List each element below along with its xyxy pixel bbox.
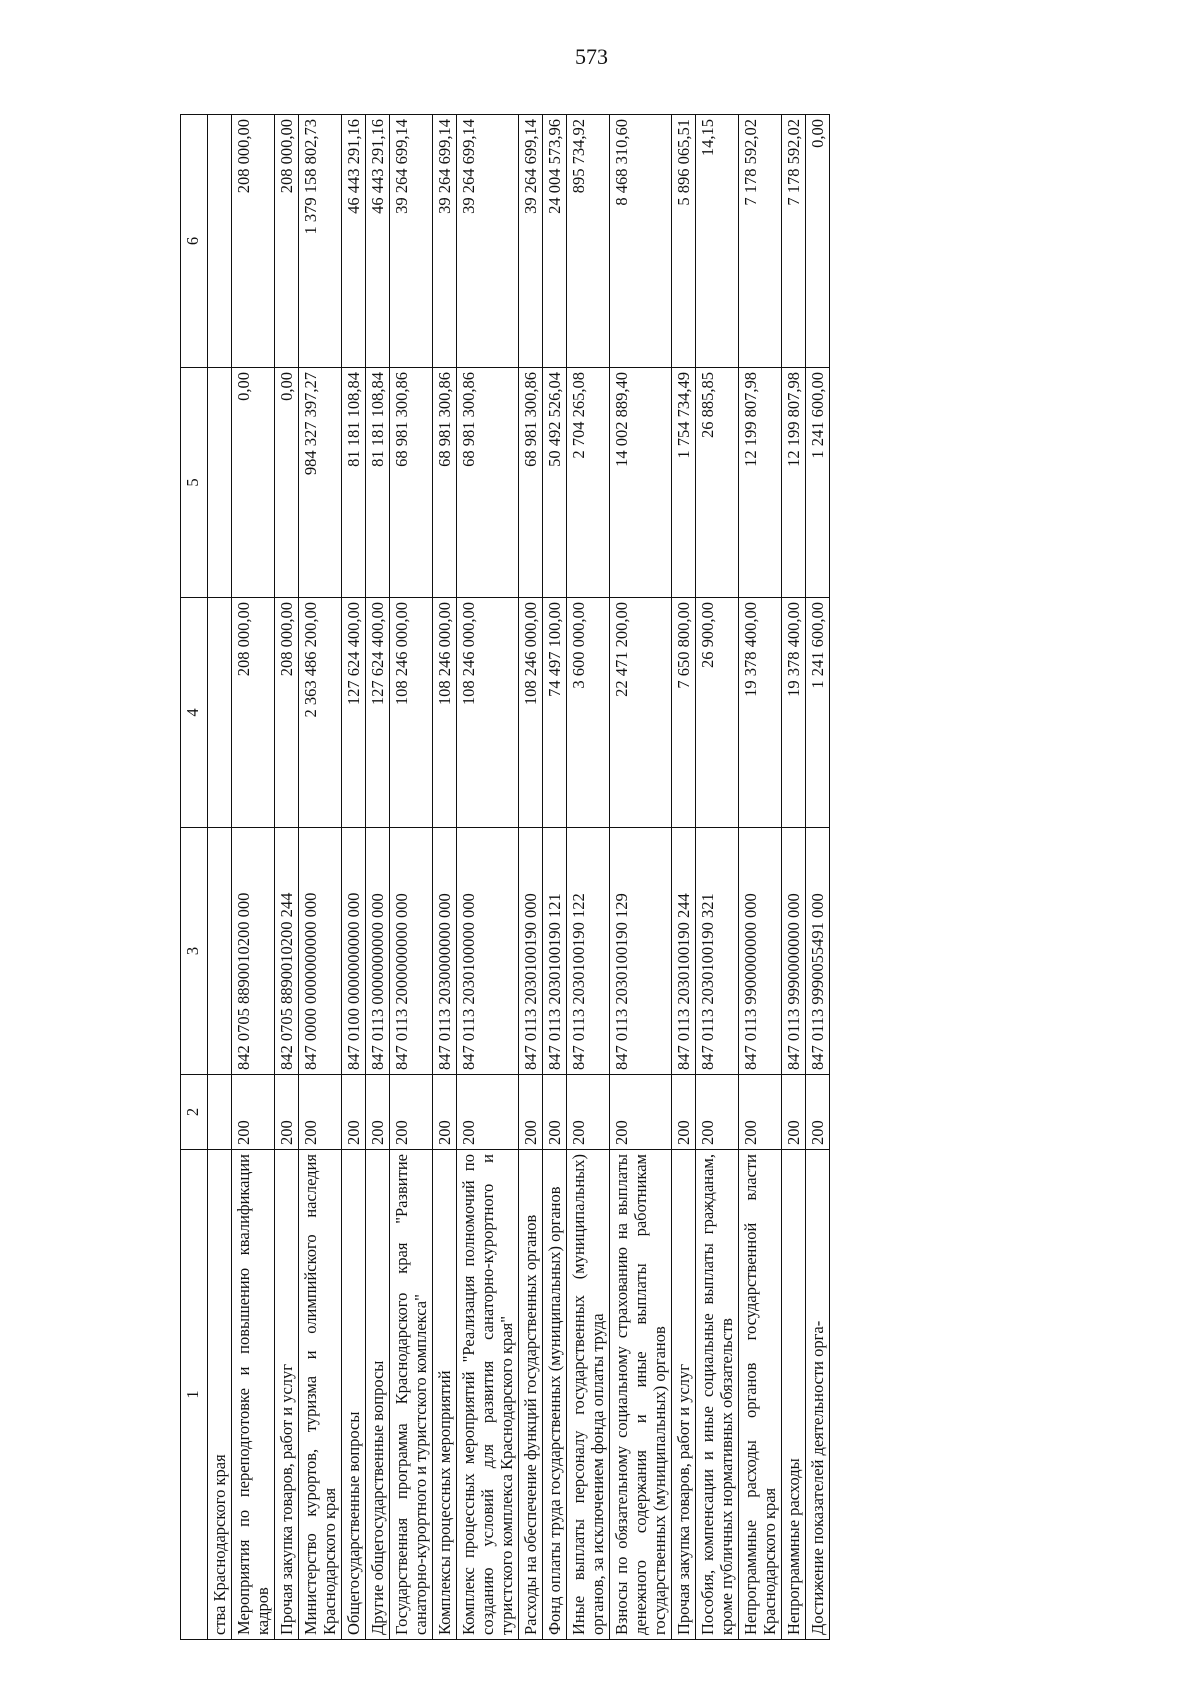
cell-name: Достижение показателей деятельности орга- [806, 1150, 830, 1640]
cell-v6: 8 468 310,60 [610, 115, 672, 368]
cell-kbk: 847 0113 2030100190 122 [567, 828, 610, 1075]
cell-v4: 127 624 400,00 [342, 598, 366, 828]
cell-v6: 39 264 699,14 [457, 115, 519, 368]
cell-v4: 127 624 400,00 [366, 598, 390, 828]
cell-code: 200 [696, 1075, 739, 1150]
cell-name: Прочая закупка товаров, работ и услуг [275, 1150, 299, 1640]
table-row [672, 115, 696, 1640]
cell-name: Иные выплаты персоналу государственных (муниципальных) органов, за исключением фонда оплаты труда [567, 1150, 610, 1640]
table-row [275, 115, 299, 1640]
table-row [366, 115, 390, 1640]
cell-v6: 5 896 065,51 [672, 115, 696, 368]
cell-name: Пособия, компенсации и иные социальные выплаты гражданам, кроме публичных нормативных обязательств [696, 1150, 739, 1640]
cell-v4: 19 378 400,00 [739, 598, 782, 828]
cell-kbk: 847 0113 2030100190 129 [610, 828, 672, 1075]
cell-v5: 81 181 108,84 [366, 368, 390, 598]
cell-name: Комплексы процессных мероприятий [433, 1150, 457, 1640]
cell-code: 200 [342, 1075, 366, 1150]
cell-name: Фонд оплаты труда государственных (муниципальных) органов [543, 1150, 567, 1640]
cell-name: Непрограммные расходы [782, 1150, 806, 1640]
cell-v5: 50 492 526,04 [543, 368, 567, 598]
cell-v6: 208 000,00 [275, 115, 299, 368]
cell-kbk: 847 0113 0000000000 000 [366, 828, 390, 1075]
cell-kbk: 847 0113 2030100190 121 [543, 828, 567, 1075]
cell-v5: 12 199 807,98 [782, 368, 806, 598]
cell-v6: 24 004 573,96 [543, 115, 567, 368]
cell-code: 200 [433, 1075, 457, 1150]
cell-v5: 14 002 889,40 [610, 368, 672, 598]
table-row [519, 115, 543, 1640]
cell-v4: 7 650 800,00 [672, 598, 696, 828]
cell-name: Взносы по обязательному социальному страхованию на выплаты денежного содержания и иные выплаты работникам государственных (муниципальных) органов [610, 1150, 672, 1640]
cell-v4: 74 497 100,00 [543, 598, 567, 828]
cell-kbk: 847 0113 9900000000 000 [739, 828, 782, 1075]
cell-v6: 208 000,00 [232, 115, 275, 368]
cell-name: Другие общегосударственные вопросы [366, 1150, 390, 1640]
cell-kbk: 842 0705 8890010200 244 [275, 828, 299, 1075]
header-cell: 6 [181, 115, 208, 368]
cell-kbk: 842 0705 8890010200 000 [232, 828, 275, 1075]
cell-code: 200 [543, 1075, 567, 1150]
cell-code: 200 [610, 1075, 672, 1150]
header-cell: 5 [181, 368, 208, 598]
cell-v6: 7 178 592,02 [739, 115, 782, 368]
cell-name: Непрограммные расходы органов государственной власти Краснодарского края [739, 1150, 782, 1640]
table-row [739, 115, 782, 1640]
cell-code: 200 [232, 1075, 275, 1150]
cell-code [208, 1075, 232, 1150]
cell-v6 [208, 115, 232, 368]
page-number: 573 [575, 44, 608, 69]
table-row [433, 115, 457, 1640]
table-row [567, 115, 610, 1640]
table-row [696, 115, 739, 1640]
cell-v4: 19 378 400,00 [782, 598, 806, 828]
cell-v6: 39 264 699,14 [390, 115, 433, 368]
cell-kbk: 847 0113 2030100190 000 [519, 828, 543, 1075]
cell-name: Расходы на обеспечение функций государственных органов [519, 1150, 543, 1640]
table-row [232, 115, 275, 1640]
table-row [543, 115, 567, 1640]
header-cell: 1 [181, 1150, 208, 1640]
cell-v4: 3 600 000,00 [567, 598, 610, 828]
cell-v5 [208, 368, 232, 598]
cell-v5: 68 981 300,86 [390, 368, 433, 598]
cell-code: 200 [275, 1075, 299, 1150]
cell-kbk: 847 0113 9990000000 000 [782, 828, 806, 1075]
cell-name: ства Краснодарского края [208, 1150, 232, 1640]
cell-v5: 1 241 600,00 [806, 368, 830, 598]
cell-name: Общегосударственные вопросы [342, 1150, 366, 1640]
cell-kbk: 847 0113 2030100000 000 [457, 828, 519, 1075]
cell-v4: 108 246 000,00 [390, 598, 433, 828]
table-row [342, 115, 366, 1640]
cell-name: Комплекс процессных мероприятий "Реализация полномочий по созданию условий для развития санаторно-курортного и туристского комплекса Краснодарского края" [457, 1150, 519, 1640]
cell-kbk: 847 0113 2030100190 244 [672, 828, 696, 1075]
cell-v4: 22 471 200,00 [610, 598, 672, 828]
cell-v5: 12 199 807,98 [739, 368, 782, 598]
cell-v4: 108 246 000,00 [519, 598, 543, 828]
table-row [208, 115, 232, 1640]
cell-v5: 0,00 [275, 368, 299, 598]
table-row [457, 115, 519, 1640]
cell-code: 200 [390, 1075, 433, 1150]
cell-v4: 108 246 000,00 [433, 598, 457, 828]
cell-kbk: 847 0113 2030100190 321 [696, 828, 739, 1075]
cell-v6: 14,15 [696, 115, 739, 368]
cell-code: 200 [567, 1075, 610, 1150]
table-row [806, 115, 830, 1640]
cell-v6: 0,00 [806, 115, 830, 368]
cell-v5: 68 981 300,86 [433, 368, 457, 598]
cell-kbk: 847 0113 2030000000 000 [433, 828, 457, 1075]
cell-code: 200 [519, 1075, 543, 1150]
cell-v4 [208, 598, 232, 828]
cell-code: 200 [806, 1075, 830, 1150]
cell-v5: 984 327 397,27 [299, 368, 342, 598]
cell-code: 200 [672, 1075, 696, 1150]
cell-code: 200 [782, 1075, 806, 1150]
cell-code: 200 [299, 1075, 342, 1150]
cell-v5: 81 181 108,84 [342, 368, 366, 598]
cell-name: Мероприятия по переподготовке и повышению квалификации кадров [232, 1150, 275, 1640]
cell-kbk: 847 0113 9990055491 000 [806, 828, 830, 1075]
table-row [610, 115, 672, 1640]
cell-code: 200 [366, 1075, 390, 1150]
cell-v6: 895 734,92 [567, 115, 610, 368]
cell-v4: 208 000,00 [232, 598, 275, 828]
table-row [299, 115, 342, 1640]
table-row [782, 115, 806, 1640]
cell-v6: 1 379 158 802,73 [299, 115, 342, 368]
header-row [181, 115, 208, 1640]
table-row [390, 115, 433, 1640]
cell-v5: 2 704 265,08 [567, 368, 610, 598]
cell-code: 200 [457, 1075, 519, 1150]
cell-v6: 39 264 699,14 [433, 115, 457, 368]
cell-name: Государственная программа Краснодарского края "Развитие санаторно-курортного и туристского комплекса" [390, 1150, 433, 1640]
cell-v6: 7 178 592,02 [782, 115, 806, 368]
cell-v6: 46 443 291,16 [366, 115, 390, 368]
cell-kbk: 847 0100 0000000000 000 [342, 828, 366, 1075]
cell-v5: 1 754 734,49 [672, 368, 696, 598]
cell-v4: 208 000,00 [275, 598, 299, 828]
cell-kbk: 847 0000 0000000000 000 [299, 828, 342, 1075]
cell-kbk [208, 828, 232, 1075]
header-cell: 2 [181, 1075, 208, 1150]
header-cell: 3 [181, 828, 208, 1075]
cell-v5: 68 981 300,86 [519, 368, 543, 598]
budget-table [180, 114, 830, 1640]
cell-code: 200 [739, 1075, 782, 1150]
cell-name: Министерство курортов, туризма и олимпийского наследия Краснодарского края [299, 1150, 342, 1640]
cell-v6: 39 264 699,14 [519, 115, 543, 368]
cell-v4: 2 363 486 200,00 [299, 598, 342, 828]
header-cell: 4 [181, 598, 208, 828]
cell-v4: 1 241 600,00 [806, 598, 830, 828]
cell-name: Прочая закупка товаров, работ и услуг [672, 1150, 696, 1640]
cell-v4: 26 900,00 [696, 598, 739, 828]
cell-v5: 68 981 300,86 [457, 368, 519, 598]
cell-v4: 108 246 000,00 [457, 598, 519, 828]
cell-kbk: 847 0113 2000000000 000 [390, 828, 433, 1075]
cell-v5: 26 885,85 [696, 368, 739, 598]
cell-v6: 46 443 291,16 [342, 115, 366, 368]
rotated-budget-table [180, 115, 1095, 1640]
cell-v5: 0,00 [232, 368, 275, 598]
